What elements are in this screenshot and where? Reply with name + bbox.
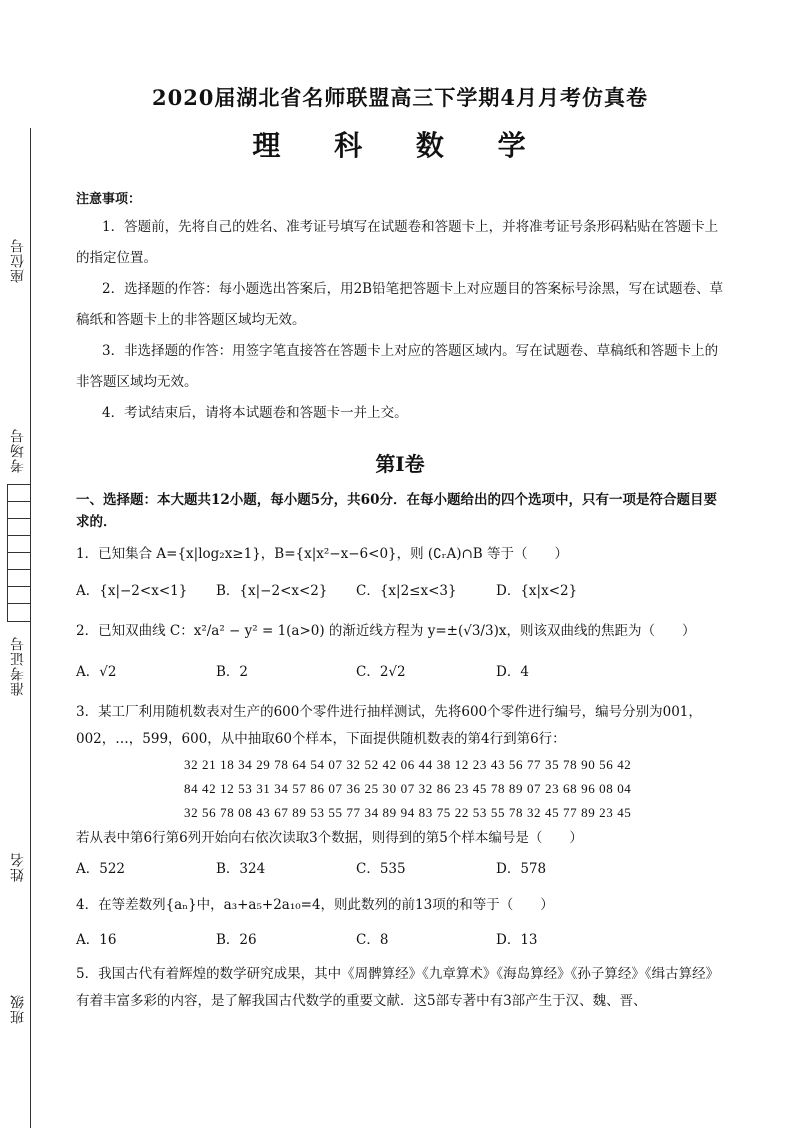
- option-c: C．8: [356, 932, 389, 948]
- random-table-row: 84 42 12 53 31 34 57 86 07 36 25 30 07 32 86 23 45 78 89 07 23 68 96 08 04: [184, 781, 632, 796]
- section-heading: 一、选择题：本大题共12小题，每小题5分，共60分．在每小题给出的四个选项中，只有一项是符合题目要求的．: [76, 492, 717, 530]
- question-3-options: [76, 856, 724, 882]
- option-b: B．2: [216, 664, 249, 680]
- name-label: 姓名: [10, 852, 26, 882]
- exam-content: [76, 80, 724, 1015]
- option-a: A．16: [76, 932, 117, 948]
- binding-line: [30, 128, 31, 1128]
- seat-number-label: 座位号: [10, 238, 26, 283]
- question-5: 5．我国古代有着辉煌的数学研究成果，其中《周髀算经》《九章算术》《海岛算经》《孙子算经》《缉古算经》有着丰富多彩的内容，是了解我国古代数学的重要文献．这5部专著中有3部产生于汉、魏、晋、: [76, 966, 720, 1009]
- question-2: 2．已知双曲线 C：x²/a² − y² = 1(a>0) 的渐近线方程为 y=±(√3/3)x，则该双曲线的焦距为（ ）: [76, 623, 696, 639]
- note-item: 2．选择题的作答：每小题选出答案后，用2B铅笔把答题卡上对应题目的答案标号涂黑，写在试题卷、草稿纸和答题卡上的非答题区域均无效。: [76, 281, 724, 328]
- option-d: D．13: [496, 932, 538, 948]
- number-grid: [7, 484, 31, 622]
- option-a: A．{x|−2<x<1}: [76, 583, 188, 599]
- volume-heading: 第Ⅰ卷: [375, 452, 425, 476]
- exam-room-label: 考场号: [10, 428, 26, 473]
- option-b: B．26: [216, 932, 257, 948]
- notes-heading: 注意事项：: [76, 192, 142, 207]
- option-c: C．535: [356, 861, 406, 877]
- option-a: A．522: [76, 861, 126, 877]
- option-a: A．√2: [76, 664, 117, 680]
- note-item: 4．考试结束后，请将本试题卷和答题卡一并上交。: [102, 405, 408, 421]
- exam-title: 2020届湖北省名师联盟高三下学期4月月考仿真卷: [151, 85, 649, 110]
- option-c: C．2√2: [356, 664, 406, 680]
- option-b: B．{x|−2<x<2}: [216, 583, 328, 599]
- note-item: 1．答题前，先将自己的姓名、准考证号填写在试题卷和答题卡上，并将准考证号条形码粘贴在答题卡上的指定位置。: [76, 219, 719, 266]
- option-b: B．324: [216, 861, 266, 877]
- random-table-row: 32 21 18 34 29 78 64 54 07 32 52 42 06 44 38 12 23 43 56 77 35 78 90 56 42: [184, 757, 632, 772]
- question-3-prompt: 若从表中第6行第6列开始向右依次读取3个数据，则得到的第5个样本编号是（ ）: [76, 830, 583, 846]
- option-d: D．4: [496, 664, 529, 680]
- note-item: 3．非选择题的作答：用签字笔直接答在答题卡上对应的答题区域内。写在试题卷、草稿纸和答题卡上的非答题区域均无效。: [76, 343, 719, 390]
- question-1: 1．已知集合 A={x|log₂x≥1}，B={x|x²−x−6<0}，则 (∁ᵣA)∩B 等于（ ）: [76, 546, 568, 562]
- class-label: 班级: [10, 994, 26, 1024]
- subject-title: 理 科 数 学: [252, 129, 548, 162]
- binding-strip: [0, 0, 40, 1123]
- option-c: C．{x|2≤x<3}: [356, 583, 457, 599]
- option-d: D．578: [496, 861, 547, 877]
- random-table-row: 32 56 78 08 43 67 89 53 55 77 34 89 94 83 75 22 53 55 78 32 45 77 89 23 45: [184, 805, 632, 820]
- question-1-options: [76, 578, 724, 604]
- question-4: 4．在等差数列{aₙ}中，a₃+a₅+2a₁₀=4，则此数列的前13项的和等于（ ）: [76, 897, 554, 913]
- question-4-options: [76, 927, 724, 953]
- question-2-options: [76, 659, 724, 685]
- admission-number-label: 准考证号: [10, 636, 26, 696]
- question-3: 3．某工厂利用随机数表对生产的600个零件进行抽样测试，先将600个零件进行编号，编号分别为001，002，…，599，600，从中抽取60个样本，下面提供随机数表的第4行到第6行：: [76, 704, 702, 747]
- option-d: D．{x|x<2}: [496, 583, 578, 599]
